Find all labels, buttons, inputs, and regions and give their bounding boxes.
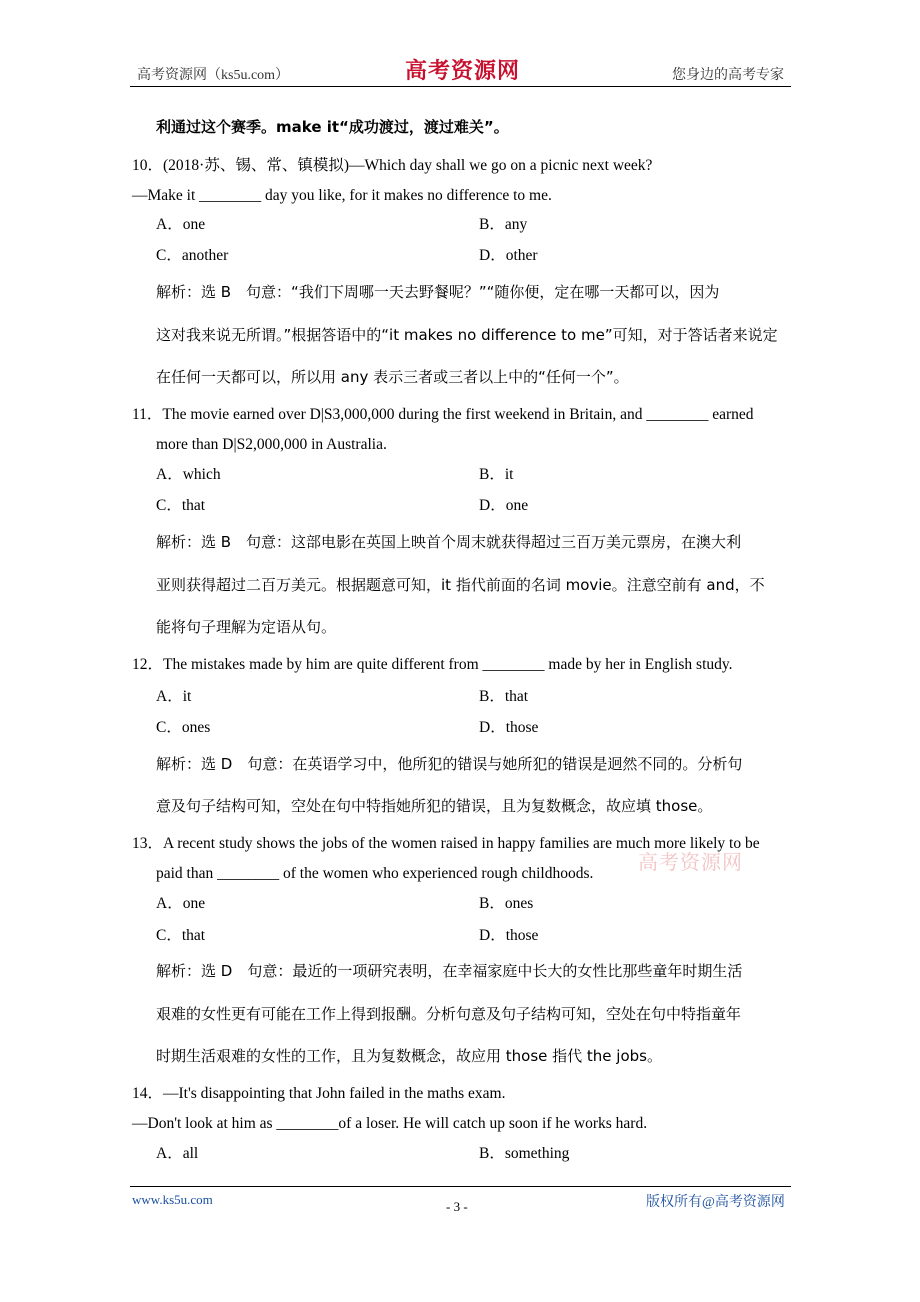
header-divider	[130, 86, 791, 87]
page-number: - 3 -	[446, 1199, 468, 1214]
continued-explanation: 利通过这个赛季。make it“成功渡过，渡过难关”。	[156, 118, 509, 136]
q12-option-c: C．ones	[156, 719, 211, 736]
q13-explanation-1: 解析：选 D 句意：最近的一项研究表明，在幸福家庭中长大的女性比那些童年时期生活	[156, 962, 743, 980]
q11-option-c: C．that	[156, 497, 206, 514]
q10-explanation-2: 这对我来说无所谓。”根据答语中的“it makes no difference to me”可知，对于答话者来说定	[156, 326, 778, 344]
footer-copyright: 版权所有@高考资源网	[646, 1195, 785, 1210]
q14-stem: 14．—It's disappointing that John failed in the maths exam.	[132, 1085, 506, 1102]
header-slogan: 您身边的高考专家	[672, 68, 784, 83]
q11-option-a: A．which	[156, 466, 221, 483]
q10-stem: 10．(2018·苏、锡、常、镇模拟)—Which day shall we go on a picnic next week?	[132, 157, 653, 174]
q12-stem: 12．The mistakes made by him are quite different from ________ made by her in English study.	[132, 656, 733, 673]
q13-stem-2: paid than ________ of the women who experienced rough childhoods.	[156, 865, 594, 882]
watermark: 高考资源网	[638, 850, 743, 874]
q12-explanation-1: 解析：选 D 句意：在英语学习中，他所犯的错误与她所犯的错误是迥然不同的。分析句	[156, 755, 743, 773]
header-site-name: 高考资源网（ks5u.com）	[137, 68, 290, 83]
footer-link[interactable]: www.ks5u.com	[132, 1192, 213, 1207]
q12-option-d: D．those	[479, 719, 539, 736]
q12-option-a: A．it	[156, 688, 192, 705]
q11-option-d: D．one	[479, 497, 529, 514]
q10-option-b: B．any	[479, 216, 528, 233]
q11-option-b: B．it	[479, 466, 514, 483]
q14-option-b: B．something	[479, 1145, 570, 1162]
q11-stem: 11．The movie earned over D|S3,000,000 during the first weekend in Britain, and ________ earned	[132, 406, 754, 423]
q11-explanation-3: 能将句子理解为定语从句。	[156, 618, 337, 636]
q10-option-a: A．one	[156, 216, 206, 233]
q11-stem-2: more than D|S2,000,000 in Australia.	[156, 436, 387, 453]
q13-option-b: B．ones	[479, 895, 534, 912]
q10-option-d: D．other	[479, 247, 538, 264]
q10-option-c: C．another	[156, 247, 229, 264]
q10-stem-2: —Make it ________ day you like, for it makes no difference to me.	[132, 187, 552, 204]
header-logo: 高考资源网	[405, 58, 521, 84]
q12-explanation-2: 意及句子结构可知，空处在句中特指她所犯的错误，且为复数概念，故应填 those。	[156, 797, 713, 815]
footer-divider	[130, 1186, 791, 1187]
q10-explanation-3: 在任何一天都可以，所以用 any 表示三者或三者以上中的“任何一个”。	[156, 368, 629, 386]
q13-explanation-2: 艰难的女性更有可能在工作上得到报酬。分析句意及句子结构可知，空处在句中特指童年	[156, 1005, 742, 1023]
q12-option-b: B．that	[479, 688, 529, 705]
q11-explanation-1: 解析：选 B 句意：这部电影在英国上映首个周末就获得超过三百万美元票房，在澳大利	[156, 533, 742, 551]
q13-option-d: D．those	[479, 927, 539, 944]
q10-explanation-1: 解析：选 B 句意：“我们下周哪一天去野餐呢？”“随你便，定在哪一天都可以，因为	[156, 283, 720, 301]
q13-stem: 13．A recent study shows the jobs of the women raised in happy families are much more likely to be	[132, 835, 760, 852]
q14-stem-2: —Don't look at him as ________of a loser. He will catch up soon if he works hard.	[132, 1115, 648, 1132]
q11-explanation-2: 亚则获得超过二百万美元。根据题意可知，it 指代前面的名词 movie。注意空前有 and，不	[156, 576, 765, 594]
q13-option-a: A．one	[156, 895, 206, 912]
q14-option-a: A．all	[156, 1145, 199, 1162]
q13-explanation-3: 时期生活艰难的女性的工作，且为复数概念，故应用 those 指代 the jobs。	[156, 1047, 662, 1065]
q13-option-c: C．that	[156, 927, 206, 944]
